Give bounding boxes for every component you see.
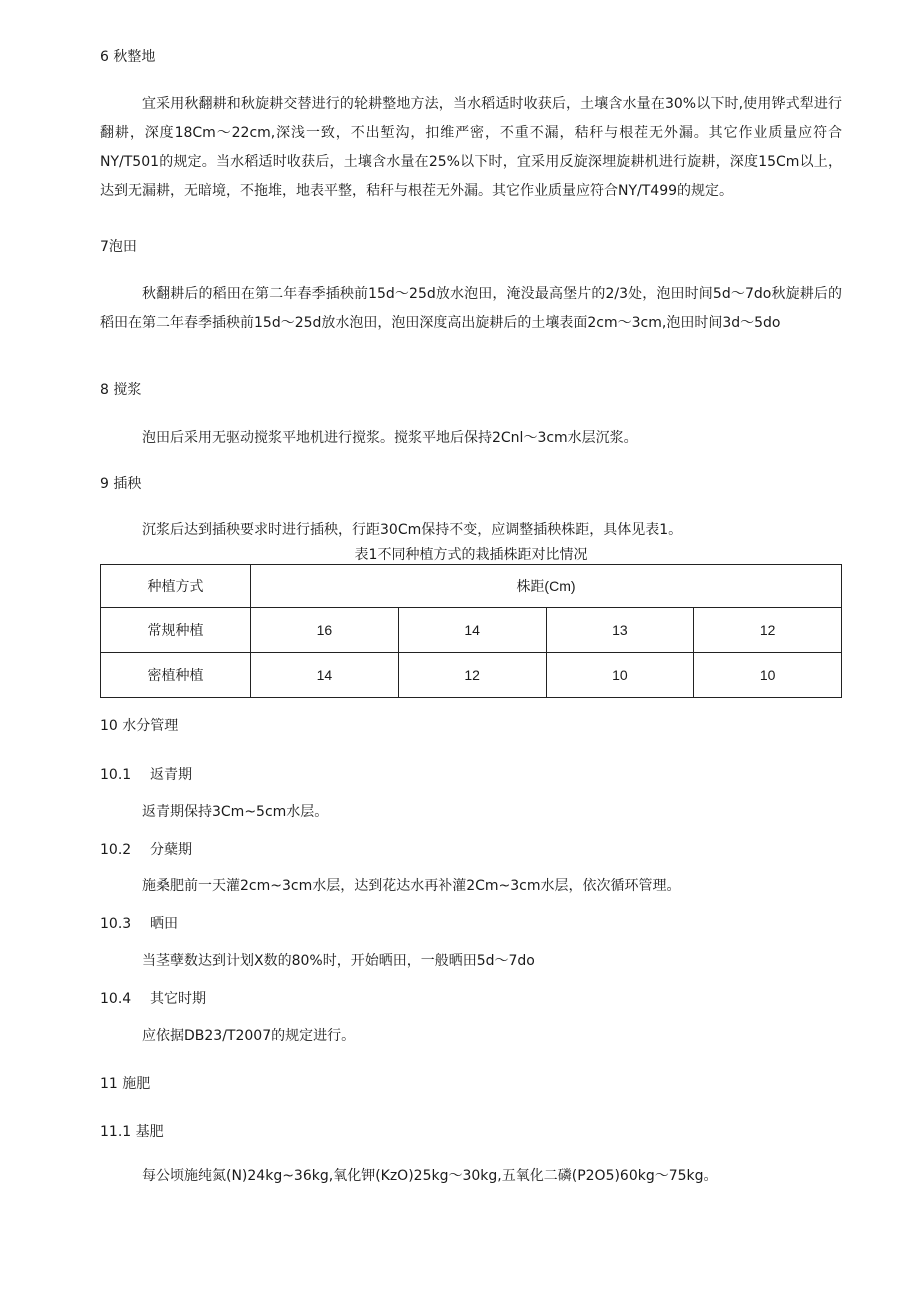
- header-plant-spacing: 株距(Cm): [251, 565, 842, 608]
- subsection-10-2-heading: [100, 840, 842, 860]
- subsection-number: 10.1: [100, 767, 132, 783]
- table-cell: 14: [398, 608, 546, 653]
- section-8-heading: 8 搅浆: [100, 382, 142, 398]
- subsection-title: 分蘖期: [150, 842, 192, 858]
- table-row: [101, 608, 842, 653]
- table-caption: 表1不同种植方式的栽插株距对比情况: [354, 547, 588, 563]
- section-7-heading: 7泡田: [100, 239, 137, 255]
- spacing-table: [100, 564, 842, 698]
- section-6-heading: 6 秋整地: [100, 49, 156, 65]
- section-8-paragraph: 泡田后采用无驱动搅浆平地机进行搅浆。搅浆平地后保持2Cnl～3cm水层沉浆。: [142, 430, 638, 446]
- table-row: [101, 653, 842, 698]
- subsection-title: 返青期: [150, 767, 192, 783]
- subsection-title: 晒田: [150, 916, 178, 932]
- table-cell: 10: [546, 653, 694, 698]
- subsection-10-2-paragraph: 施桑肥前一天灌2cm~3cm水层，达到花达水再补灌2Cm~3cm水层，依次循环管理。: [142, 878, 681, 894]
- subsection-title: 其它时期: [150, 991, 206, 1007]
- table-cell: 12: [694, 608, 842, 653]
- row-label: 密植种植: [101, 653, 251, 698]
- section-10-heading: 10 水分管理: [100, 718, 179, 734]
- header-planting-method: 种植方式: [101, 565, 251, 608]
- subsection-10-1-paragraph: 返青期保持3Cm~5cm水层。: [142, 804, 329, 820]
- table-header-row: [101, 565, 842, 608]
- subsection-number: 10.2: [100, 842, 132, 858]
- section-9-heading: 9 插秧: [100, 476, 142, 492]
- row-label: 常规种植: [101, 608, 251, 653]
- table-cell: 10: [694, 653, 842, 698]
- section-7-paragraph: 秋翻耕后的稻田在第二年春季插秧前15d～25d放水泡田，淹没最高堡片的2/3处，泡田时间5d～7do秋旋耕后的稻田在第二年春季插秧前15d～25d放水泡田，泡田深度高出旋耕后的土壤表面2cm～3cm,泡田时间3d～5do: [100, 286, 842, 331]
- section-9-paragraph: 沉浆后达到插秧要求时进行插秧，行距30Cm保持不变，应调整插秧株距，具体见表1。: [142, 522, 683, 538]
- subsection-11-1-heading: 11.1 基肥: [100, 1124, 164, 1140]
- table-cell: 16: [251, 608, 399, 653]
- table-cell: 14: [251, 653, 399, 698]
- table-cell: 13: [546, 608, 694, 653]
- subsection-number: 10.4: [100, 991, 132, 1007]
- subsection-10-4-paragraph: 应依据DB23/T2007的规定进行。: [142, 1028, 356, 1044]
- table-cell: 12: [398, 653, 546, 698]
- section-6-paragraph: 宜采用秋翻耕和秋旋耕交替进行的轮耕整地方法，当水稻适时收获后，土壤含水量在30%以下时,使用铧式犁进行翻耕，深度18Cm～22cm,深浅一致，不出堑沟，扣维严密，不重不漏，秸秆与根茬无外漏。其它作业质量应符合NY/T501的规定。当水稻适时收获后，土壤含水量在25%以下时，宜采用反旋深埋旋耕机进行旋耕，深度15Cm以上，达到无漏耕，无暗境，不拖堆，地表平整，秸秆与根茬无外漏。其它作业质量应符合NY/T499的规定。: [100, 96, 842, 199]
- subsection-11-1-paragraph: 每公顷施纯氮(N)24kg~36kg,氧化钾(KzO)25kg～30kg,五氧化二磷(P2O5)60kg～75kg。: [142, 1168, 718, 1184]
- subsection-10-3-heading: [100, 914, 842, 934]
- subsection-10-3-paragraph: 当茎孽数达到计划X数的80%时，开始晒田，一般晒田5d～7do: [142, 953, 535, 969]
- section-11-heading: 11 施肥: [100, 1076, 151, 1092]
- subsection-number: 10.3: [100, 916, 132, 932]
- subsection-10-1-heading: [100, 765, 842, 785]
- subsection-10-4-heading: [100, 989, 842, 1009]
